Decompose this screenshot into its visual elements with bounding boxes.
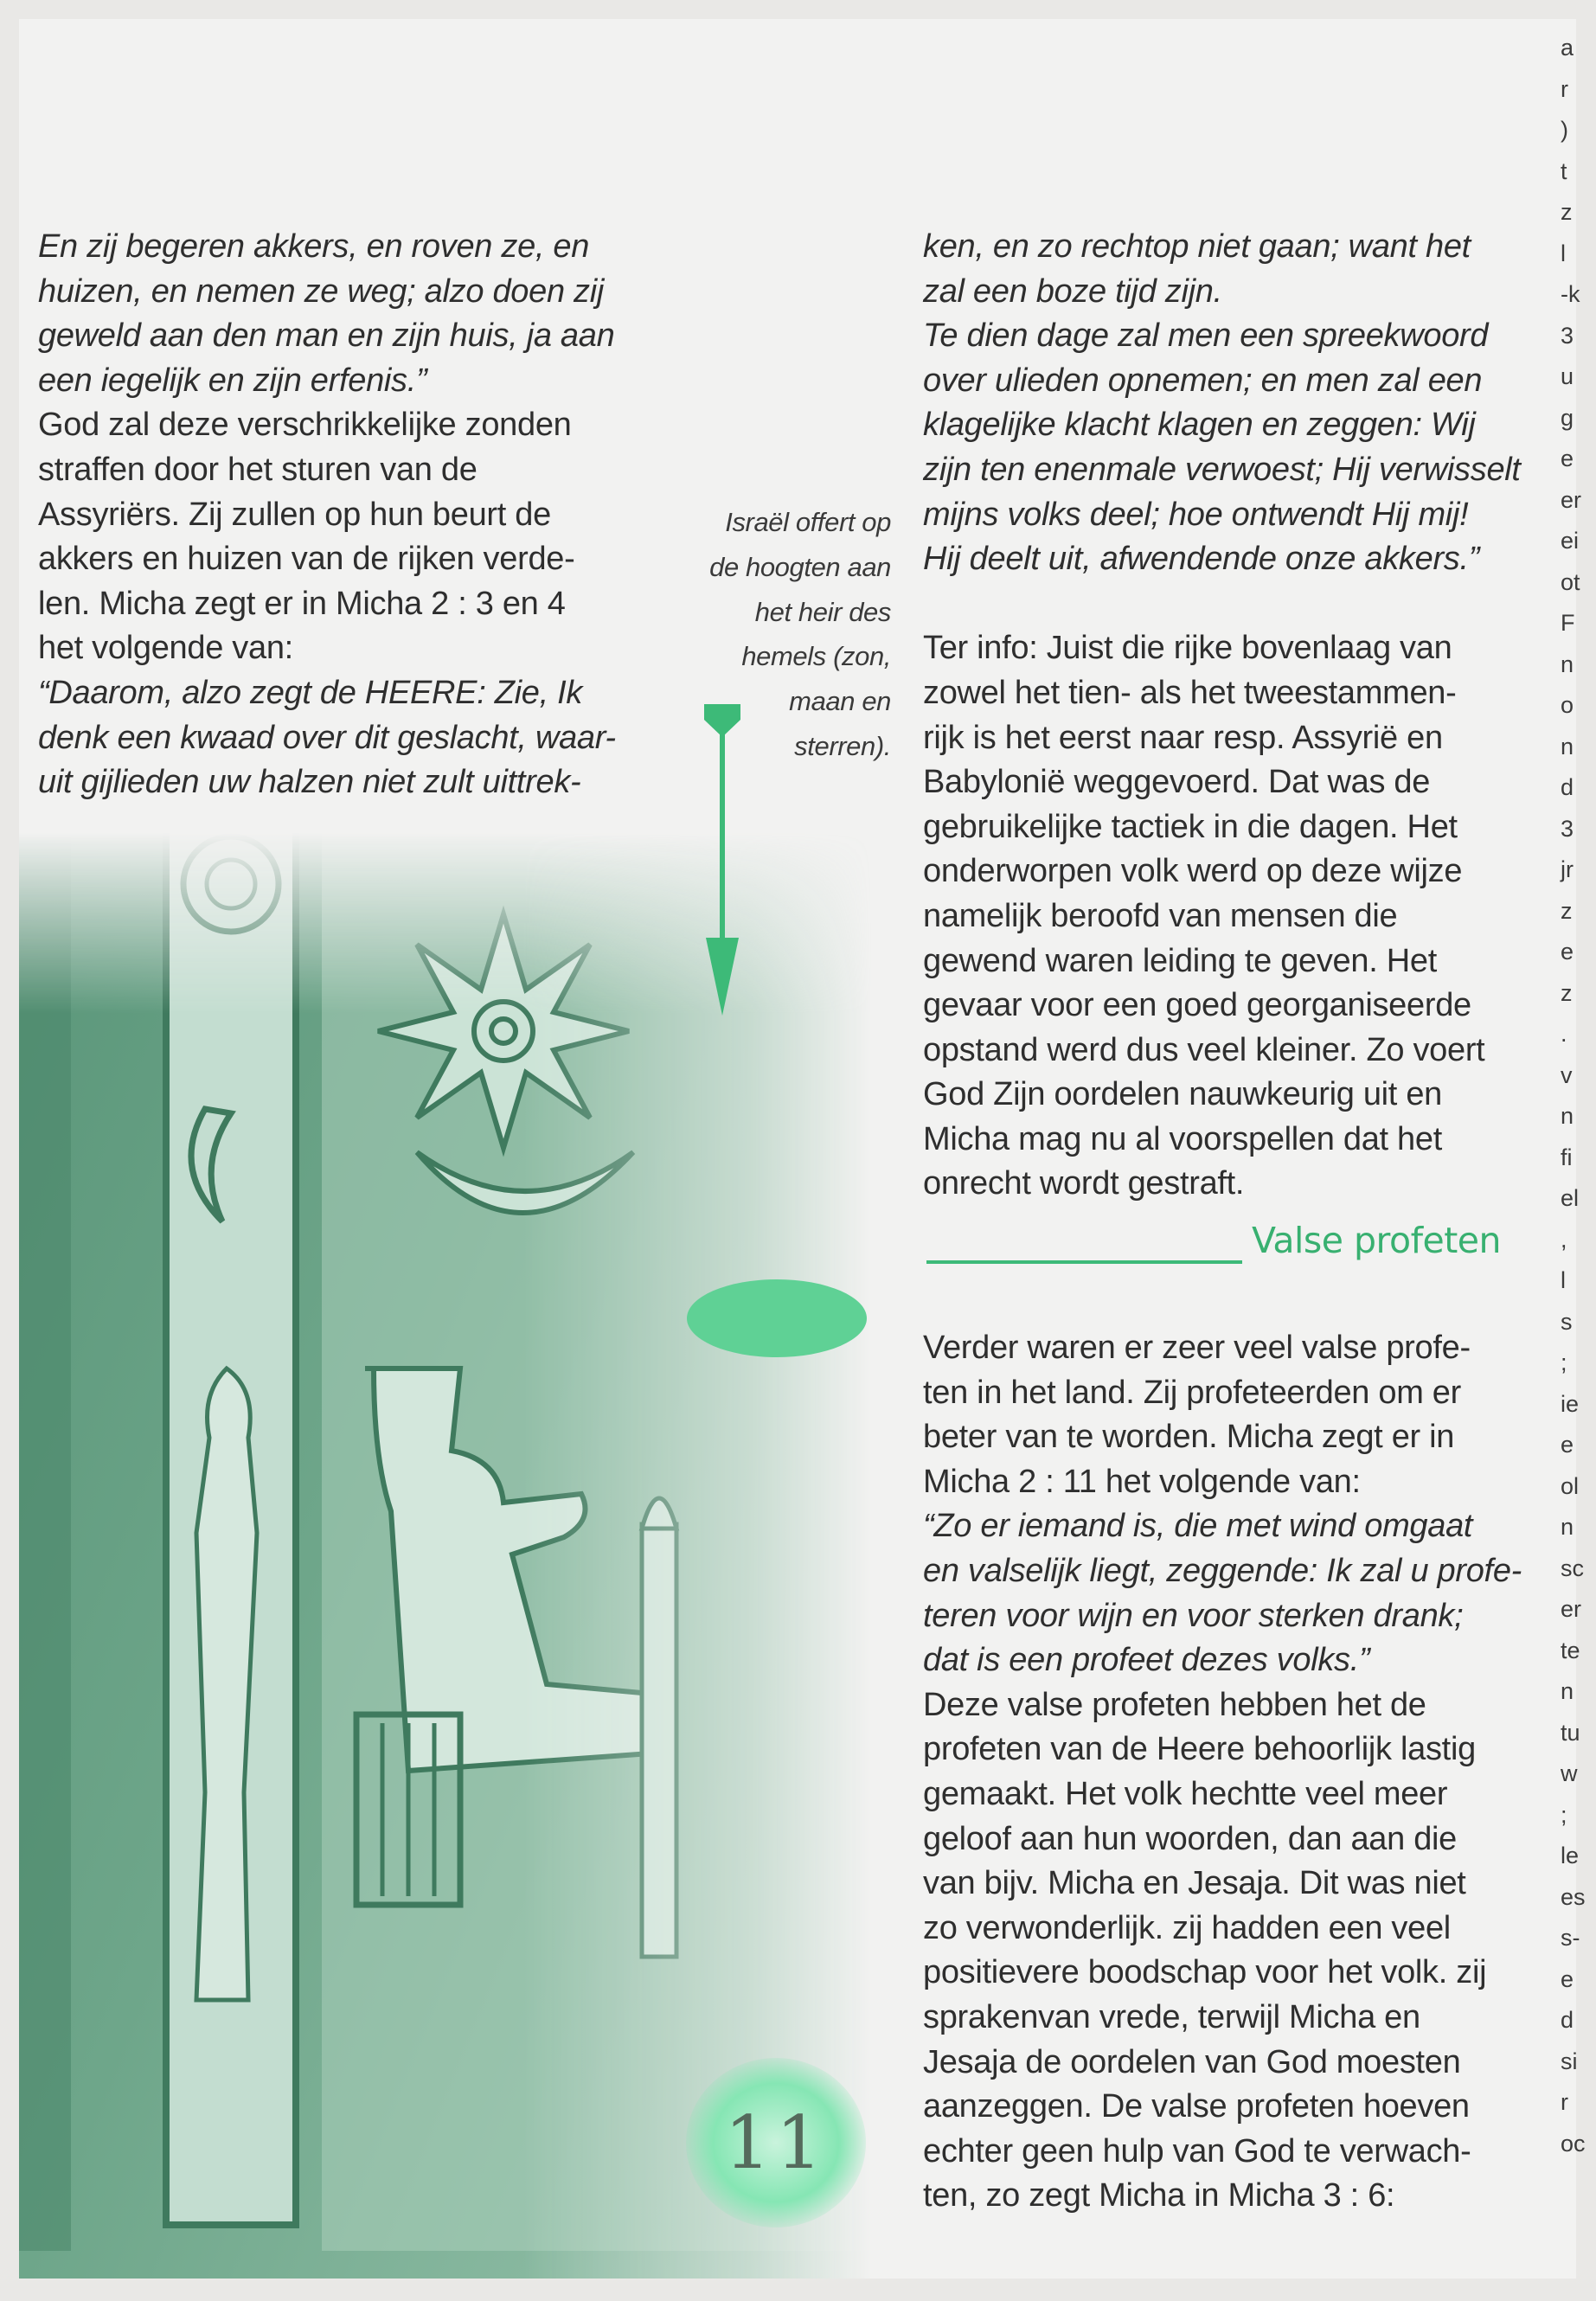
caption-line: sterren). (794, 730, 891, 761)
page-number: 11 (724, 2100, 828, 2185)
text-line: Micha 2 : 11 het volgende van: (923, 1463, 1361, 1500)
text-line: opstand werd dus veel kleiner. Zo voert (923, 1031, 1485, 1068)
strip-fragment: . (1561, 1021, 1567, 1047)
caption-line: de hoogten aan (709, 551, 891, 582)
paragraph (923, 225, 1529, 582)
strip-fragment: e (1561, 1966, 1574, 1992)
strip-fragment: 3 (1561, 816, 1574, 842)
strip-fragment: u (1561, 363, 1574, 389)
section-heading-row (923, 1207, 1529, 1304)
strip-fragment: oc (1561, 2131, 1586, 2157)
text-line: onderworpen volk werd op deze wijze (923, 853, 1463, 890)
strip-fragment: le (1561, 1843, 1580, 1868)
strip-fragment: ol (1561, 1473, 1580, 1499)
text-line: len. Micha zegt er in Micha 2 : 3 en 4 (38, 585, 566, 622)
strip-fragment: si (1561, 2048, 1578, 2074)
text-line: onrecht wordt gestraft. (923, 1165, 1245, 1202)
strip-fragment: d (1561, 774, 1574, 800)
paragraph (923, 1504, 1529, 1682)
text-line: zowel het tien- als het tweestammen- (923, 674, 1457, 711)
green-oval-icon (685, 1278, 869, 1360)
page (19, 19, 1576, 2279)
text-line: Verder waren er zeer veel valse profe- (923, 1330, 1471, 1367)
right-top-text (923, 225, 1529, 1207)
paragraph-gap (923, 582, 1529, 627)
text-line: ten, zo zegt Micha in Micha 3 : 6: (923, 2177, 1395, 2214)
text-line: gemaakt. Het volk hechtte veel meer (923, 1776, 1448, 1812)
text-line: gevaar voor een goed georganiseerde (923, 987, 1471, 1024)
strip-fragment: n (1561, 1678, 1574, 1704)
strip-fragment: es (1561, 1884, 1586, 1910)
strip-fragment: l (1561, 1267, 1566, 1293)
paragraph (923, 626, 1529, 1207)
caption-line: maan en (789, 686, 891, 717)
strip-fragment: z (1561, 199, 1573, 225)
text-line: huizen, en nemen ze weg; alzo doen zij (38, 272, 605, 310)
text-line: zo verwonderlijk. zij hadden een veel (923, 1909, 1451, 1946)
strip-fragment: n (1561, 1103, 1574, 1129)
right-bottom-text (923, 1304, 1529, 2219)
strip-fragment: z (1561, 898, 1573, 924)
strip-fragment: t (1561, 158, 1567, 184)
strip-fragment: s (1561, 1309, 1573, 1335)
text-line: “Daarom, alzo zegt de HEERE: Zie, Ik (38, 674, 583, 711)
text-line: Te dien dage zal men een spreekwoord (923, 317, 1489, 355)
strip-fragment: ie (1561, 1391, 1580, 1417)
text-line: Deze valse profeten hebben het de (923, 1686, 1426, 1723)
heading-rule (926, 1260, 1242, 1264)
strip-fragment: 3 (1561, 323, 1574, 349)
heading-gap (923, 1304, 1529, 1326)
paragraph (923, 1683, 1529, 2219)
strip-fragment: z (1561, 980, 1573, 1006)
paragraph (38, 225, 644, 403)
text-line: profeten van de Heere behoorlijk lastig (923, 1731, 1476, 1768)
text-line: geweld aan den man en zijn huis, ja aan (38, 317, 615, 355)
strip-fragment: te (1561, 1638, 1580, 1663)
strip-fragment: o (1561, 692, 1574, 718)
text-line: Jesaja de oordelen van God moesten (923, 2043, 1461, 2080)
strip-fragment: tu (1561, 1720, 1580, 1746)
text-line: ten in het land. Zij profeteerden om er (923, 1374, 1461, 1411)
paragraph (923, 1326, 1529, 1504)
text-line: dat is een profeet dezes volks.” (923, 1642, 1370, 1679)
strip-fragment: e (1561, 445, 1574, 471)
text-line: Hij deelt uit, afwendende onze akkers.” (923, 541, 1480, 578)
strip-fragment: e (1561, 1432, 1574, 1458)
strip-fragment: F (1561, 610, 1575, 636)
left-text-column (38, 225, 644, 805)
strip-fragment: ; (1561, 1802, 1567, 1828)
strip-fragment: -k (1561, 281, 1580, 307)
text-line: mijns volks deel; hoe ontwendt Hij mij! (923, 496, 1469, 533)
strip-fragment: r (1561, 2089, 1568, 2115)
down-arrow-icon (692, 704, 753, 1016)
section-heading: Valse profeten (1252, 1220, 1502, 1262)
text-line: God zal deze verschrikkelijke zonden (38, 407, 572, 444)
strip-fragment: e (1561, 939, 1574, 965)
text-line: rijk is het eerst naar resp. Assyrië en (923, 719, 1443, 756)
text-line: akkers en huizen van de rijken verde- (38, 541, 575, 578)
text-line: Babylonië weggevoerd. Dat was de (923, 764, 1431, 801)
next-page-strip (1557, 35, 1596, 2232)
text-line: gewend waren leiding te geven. Het (923, 942, 1437, 979)
text-line: zijn ten enenmale verwoest; Hij verwisselt (923, 451, 1521, 488)
strip-fragment: ot (1561, 569, 1580, 595)
caption-line: hemels (zon, (741, 641, 891, 672)
strip-fragment: l (1561, 240, 1566, 266)
text-line: ken, en zo rechtop niet gaan; want het (923, 228, 1471, 265)
text-line: namelijk beroofd van mensen die (923, 897, 1398, 934)
text-line: uit gijlieden uw halzen niet zult uittrek- (38, 764, 581, 801)
strip-fragment: fi (1561, 1144, 1573, 1170)
text-line: over ulieden opnemen; en men zal een (923, 362, 1483, 399)
strip-fragment: w (1561, 1760, 1578, 1786)
text-line: aanzeggen. De valse profeten hoeven (923, 2088, 1470, 2125)
text-line: En zij begeren akkers, en roven ze, en (38, 228, 590, 265)
text-line: het volgende van: (38, 630, 293, 667)
strip-fragment: a (1561, 35, 1574, 61)
strip-fragment: , (1561, 1227, 1567, 1253)
strip-fragment: n (1561, 1514, 1574, 1540)
text-line: God Zijn oordelen nauwkeurig uit en (923, 1076, 1442, 1113)
text-line: echter geen hulp van God te verwach- (923, 2132, 1471, 2170)
text-line: een iegelijk en zijn erfenis.” (38, 362, 427, 399)
text-line: denk een kwaad over dit geslacht, waar- (38, 719, 616, 756)
caption-line: het heir des (754, 596, 891, 627)
strip-fragment: d (1561, 2007, 1574, 2033)
text-line: Micha mag nu al voorspellen dat het (923, 1120, 1442, 1157)
strip-fragment: er (1561, 1596, 1582, 1622)
text-line: van bijv. Micha en Jesaja. Dit was niet (923, 1865, 1466, 1902)
text-line: Ter info: Juist die rijke bovenlaag van (923, 630, 1452, 667)
right-text-column (923, 225, 1529, 2219)
strip-fragment: n (1561, 651, 1574, 677)
strip-fragment: v (1561, 1062, 1573, 1088)
text-line: beter van te worden. Micha zegt er in (923, 1419, 1455, 1456)
text-line: “Zo er iemand is, die met wind omgaat (923, 1508, 1473, 1545)
strip-fragment: ; (1561, 1349, 1567, 1375)
strip-fragment: n (1561, 734, 1574, 760)
text-line: klagelijke klacht klagen en zeggen: Wij (923, 407, 1476, 444)
paragraph (38, 403, 644, 671)
text-line: sprakenvan vrede, terwijl Micha en (923, 1998, 1420, 2035)
text-line: en valselijk liegt, zeggende: Ik zal u profe- (923, 1553, 1522, 1590)
strip-fragment: el (1561, 1185, 1580, 1211)
strip-fragment: s- (1561, 1925, 1580, 1951)
caption-line: Israël offert op (725, 507, 891, 537)
strip-fragment: sc (1561, 1555, 1584, 1581)
strip-fragment: jr (1561, 856, 1574, 882)
strip-fragment: r (1561, 76, 1568, 102)
text-line: gebruikelijke tactiek in die dagen. Het (923, 808, 1458, 845)
strip-fragment: ) (1561, 117, 1568, 143)
text-line: geloof aan hun woorden, dan aan die (923, 1820, 1458, 1857)
text-line: positievere boodschap voor het volk. zij (923, 1954, 1487, 1991)
text-line: straffen door het sturen van de (38, 451, 478, 488)
text-line: zal een boze tijd zijn. (923, 272, 1222, 310)
text-line: Assyriërs. Zij zullen op hun beurt de (38, 496, 551, 533)
paragraph (38, 671, 644, 805)
text-line: teren voor wijn en voor sterken drank; (923, 1597, 1464, 1634)
strip-fragment: g (1561, 405, 1574, 431)
strip-fragment: ei (1561, 528, 1580, 554)
strip-fragment: er (1561, 487, 1582, 513)
